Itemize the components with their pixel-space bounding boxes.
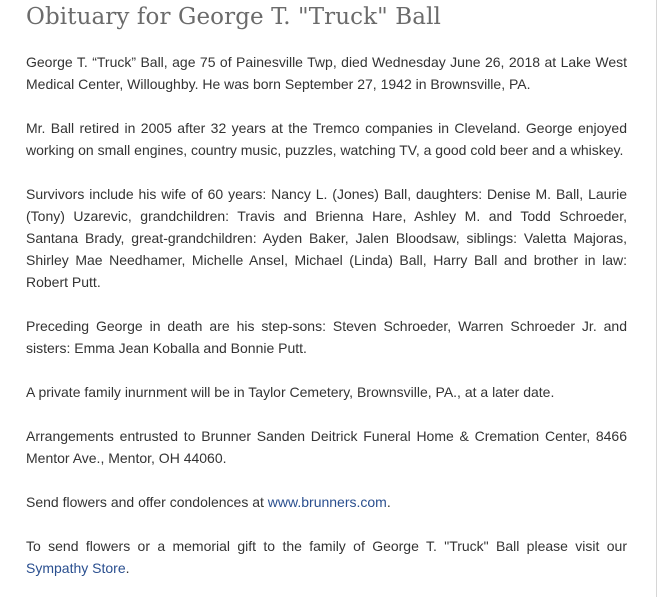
paragraph-memorial-gift [26,535,627,579]
paragraph-inurnment: A private family inurnment will be in Taylor Cemetery, Brownsville, PA., at a later date. [26,384,555,400]
brunners-link[interactable]: www.brunners.com [267,494,387,510]
paragraph-survivors: Survivors include his wife of 60 years: Nancy L. (Jones) Ball, daughters: Denise M. Ball, Laurie (Tony) Uzarevic, grandchildren: Travis and Brienna Hare, Ashley M. and Todd Schroeder, Santana Brady, great-grandchildren: Ayden Baker, Jalen Bloodsaw, siblings: Valetta Majoras, Shirley Mae Needhamer, Michelle Ansel, Michael (Linda) Ball, Harry Ball and brother in law: Robert Putt. [26,186,627,290]
obituary-body [26,51,627,597]
memorial-gift-text: To send flowers or a memorial gift to the family of George T. "Truck" Ball please visit our [26,538,627,554]
paragraph-arrangements: Arrangements entrusted to Brunner Sanden Deitrick Funeral Home & Cremation Center, 8466 Mentor Ave., Mentor, OH 44060. [26,428,627,466]
memorial-gift-period: . [125,560,130,576]
paragraph-death-notice: George T. “Truck” Ball, age 75 of Painesville Twp, died Wednesday June 26, 2018 at Lake West Medical Center, Willoughby. He was born September 27, 1942 in Brownsville, PA. [26,54,627,92]
paragraph-career: Mr. Ball retired in 2005 after 32 years at the Tremco companies in Cleveland. George enjoyed working on small engines, country music, puzzles, watching TV, a good cold beer and a whiskey. [26,120,627,158]
paragraph-preceded: Preceding George in death are his step-sons: Steven Schroeder, Warren Schroeder Jr. and sisters: Emma Jean Koballa and Bonnie Putt. [26,318,627,356]
paragraph-send-flowers [26,491,627,513]
send-flowers-text: Send flowers and offer condolences at [26,494,268,510]
sympathy-store-link[interactable]: Sympathy Store [26,560,126,576]
send-flowers-period: . [386,494,391,510]
page-title: Obituary for George T. "Truck" Ball [26,4,441,30]
